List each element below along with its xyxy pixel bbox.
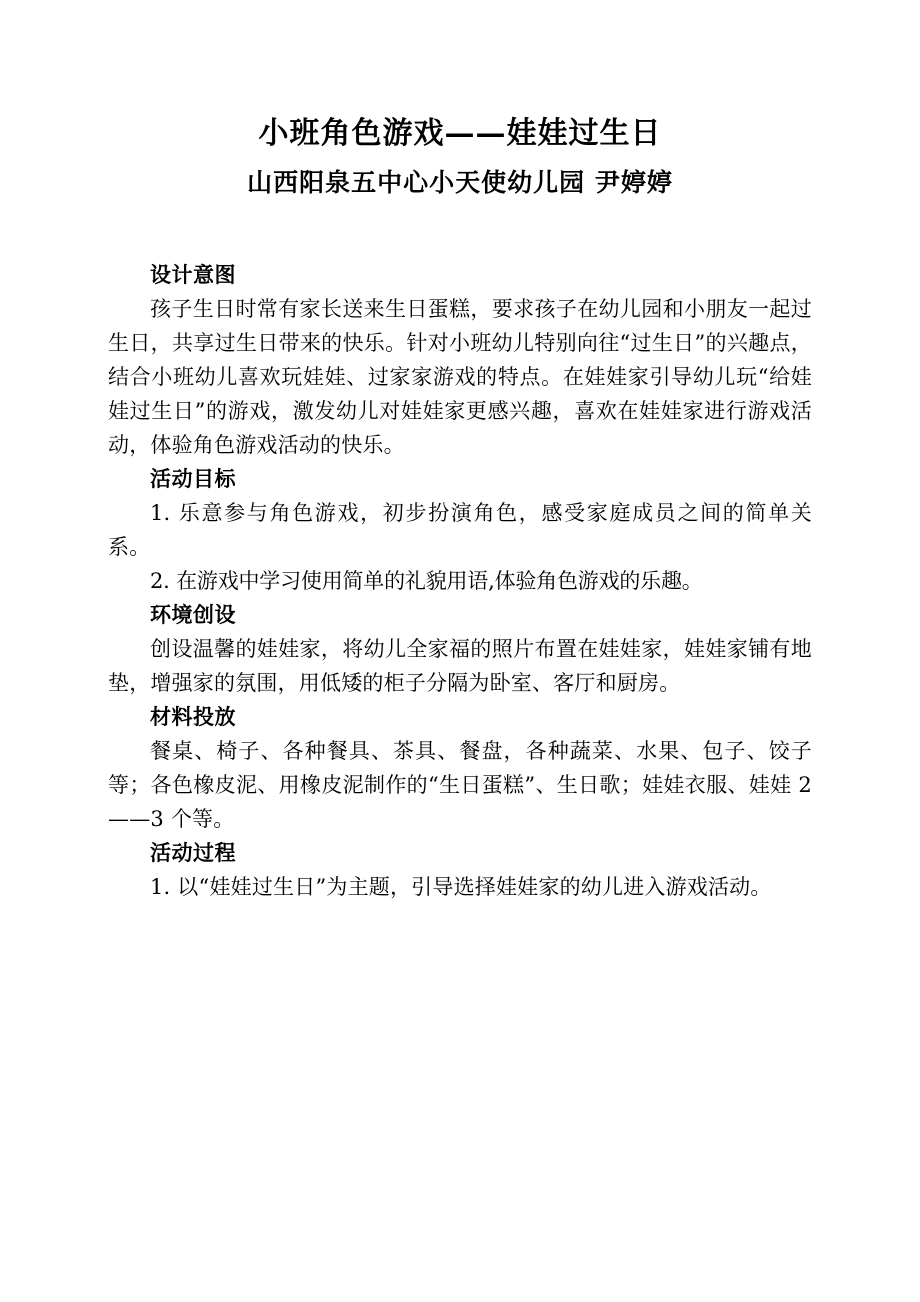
- section-paragraph: 餐桌、椅子、各种餐具、茶具、餐盘，各种蔬菜、水果、包子、饺子等；各色橡皮泥、用橡皮泥制作的“生日蛋糕”、生日歌；娃娃衣服、娃娃 2——3 个等。: [108, 738, 812, 831]
- section-activity-goals: [108, 462, 812, 598]
- document-body: [108, 258, 812, 904]
- section-paragraph: 2. 在游戏中学习使用简单的礼貌用语,体验角色游戏的乐趣。: [150, 568, 703, 593]
- section-heading: 活动目标: [150, 465, 236, 491]
- section-paragraph: 孩子生日时常有家长送来生日蛋糕，要求孩子在幼儿园和小朋友一起过生日，共享过生日带来的快乐。针对小班幼儿特别向往“过生日”的兴趣点，结合小班幼儿喜欢玩娃娃、过家家游戏的特点。在娃娃家引导幼儿玩“给娃娃过生日”的游戏，激发幼儿对娃娃家更感兴趣，喜欢在娃娃家进行游戏活动，体验角色游戏活动的快乐。: [108, 296, 812, 457]
- section-heading: 活动过程: [150, 839, 236, 865]
- section-heading: 材料投放: [150, 703, 236, 729]
- section-paragraph: 1. 乐意参与角色游戏，初步扮演角色，感受家庭成员之间的简单关系。: [108, 500, 812, 559]
- section-paragraph: 1. 以“娃娃过生日”为主题，引导选择娃娃家的幼儿进入游戏活动。: [150, 874, 772, 899]
- page-title: 小班角色游戏——娃娃过生日: [258, 116, 662, 151]
- section-environment-setup: [108, 598, 812, 700]
- section-activity-process: [108, 836, 812, 904]
- section-materials: [108, 700, 812, 836]
- section-design-intent: [108, 258, 812, 462]
- section-paragraph: 创设温馨的娃娃家，将幼儿全家福的照片布置在娃娃家，娃娃家铺有地垫，增强家的氛围，用低矮的柜子分隔为卧室、客厅和厨房。: [108, 636, 812, 695]
- page-subtitle: 山西阳泉五中心小天使幼儿园 尹婷婷: [247, 167, 673, 197]
- section-heading: 环境创设: [150, 601, 236, 627]
- section-heading: 设计意图: [150, 261, 236, 287]
